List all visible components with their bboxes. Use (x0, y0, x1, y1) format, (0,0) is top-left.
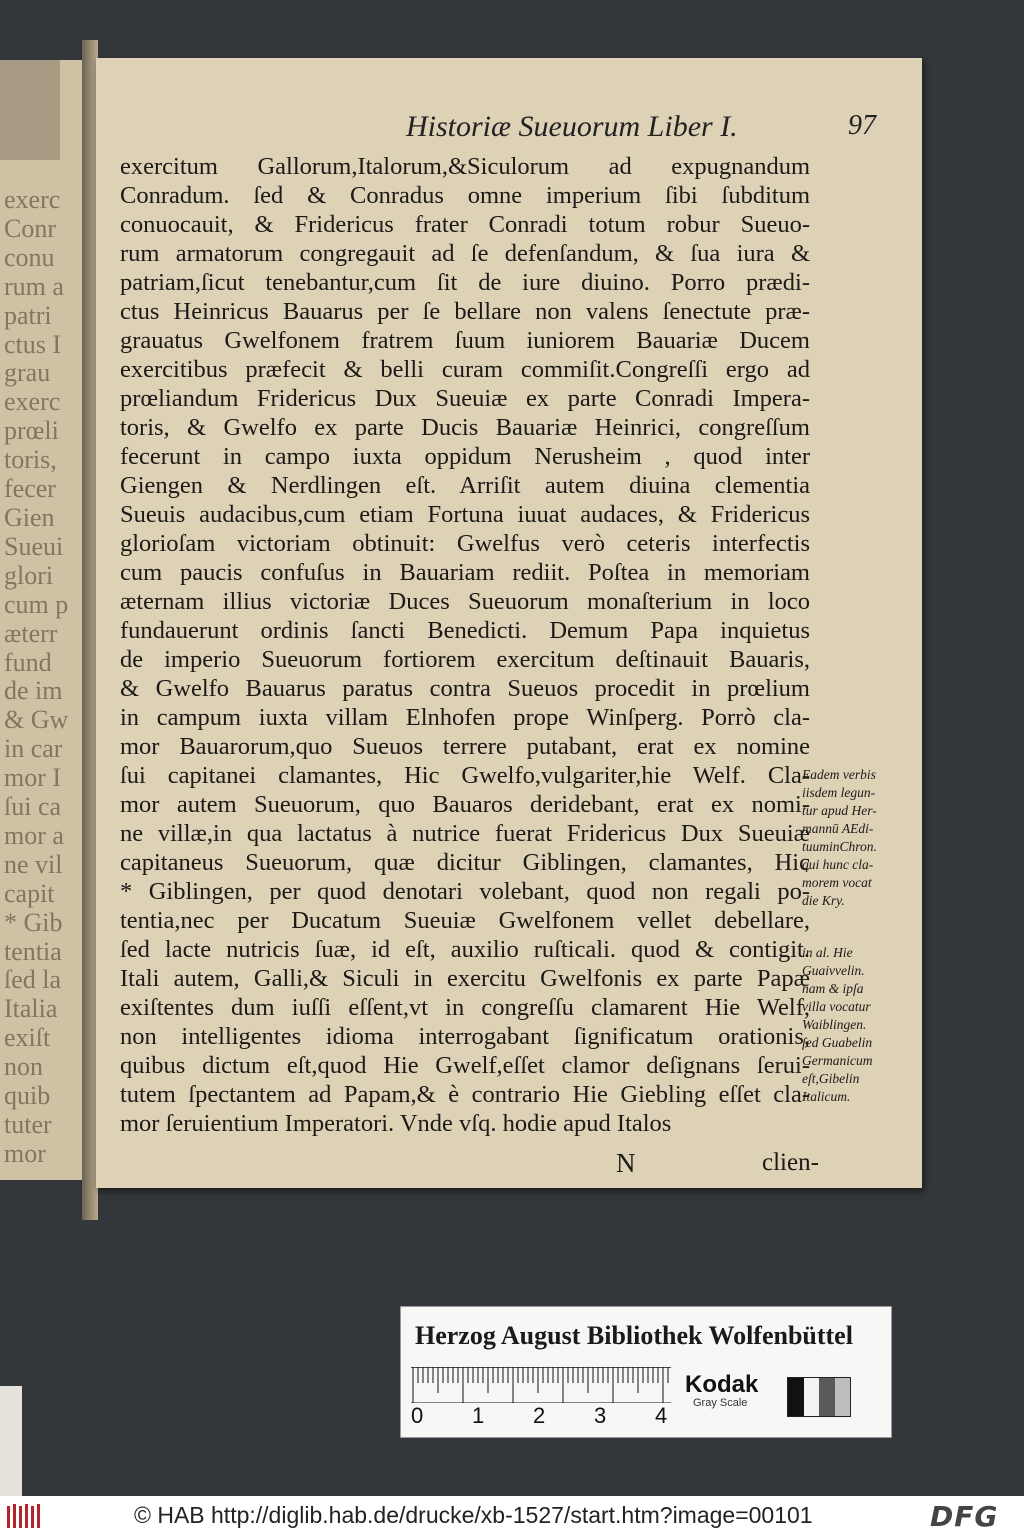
ruler-number: 2 (533, 1403, 546, 1428)
left-page-text (4, 186, 82, 1169)
left-page-fragment: exiſt (4, 1023, 51, 1053)
text-line: mor autem Sueuorum, quo Bauaros deridebant, erat ex nomi- (120, 791, 810, 818)
text-line: cum paucis confuſus in Bauariam rediit. Poſtea in memoriam (120, 559, 810, 586)
margin-note-line: tuuminChron. (802, 839, 877, 854)
color-scale-card (400, 1306, 892, 1438)
ruler-number: 4 (655, 1403, 668, 1428)
left-page-fragment: ſui ca (4, 792, 62, 822)
margin-note-line: Italicum. (802, 1089, 851, 1104)
left-page-fragment: toris, (4, 445, 57, 475)
left-page-fragment: de im (4, 676, 63, 706)
text-line: ſui capitanei clamantes, Hic Gwelfo,vulgariter,hie Welf. Cla- (120, 762, 810, 789)
left-page-fragment: exerc (4, 186, 61, 214)
left-page-fragment: Conr (4, 213, 56, 243)
left-page-fragment: capit (4, 878, 55, 908)
ruler-numbers (411, 1403, 681, 1433)
text-line: * Giblingen, per quod denotari volebant, quod non regali po- (120, 878, 810, 905)
text-line: grauatus Gwelfonem fratrem ſuum iuniorem Bauariæ Ducem (120, 327, 810, 354)
signature-mark: N (616, 1148, 636, 1178)
text-line: fecerunt in campo iuxta oppidum Nerusheim , quod inter (120, 443, 810, 470)
text-line: fundauerunt ordinis ſancti Benedicti. Demum Papa inquietus (120, 617, 810, 644)
text-line: quibus dictum eſt,quod Hie Gwelf,eſſet clamor deſignans ſerui- (120, 1052, 810, 1079)
left-page-fragment: tentia (4, 936, 62, 966)
left-page-fragment: fecer (4, 474, 56, 504)
left-page-fragment: prœli (4, 416, 59, 446)
ruler-number: 1 (472, 1403, 485, 1428)
left-page-fragment: in car (4, 734, 63, 764)
margin-note-line: villa vocatur (802, 999, 871, 1014)
text-line: ſed lacte nutricis ſuæ, id eſt, auxilio ruſticali. quod & contigit. (120, 936, 810, 963)
page-number: 97 (848, 110, 876, 141)
text-line: toris, & Gwelfo ex parte Ducis Bauariæ Heinrici, congreſſum (120, 414, 810, 441)
margin-note-line: Eadem verbis (802, 767, 876, 782)
margin-note-line: mannū AEdi- (802, 821, 874, 836)
ruler-number: 0 (411, 1403, 424, 1428)
margin-note-line: die Kry. (802, 893, 845, 908)
text-line: ne villæ,in qua lactatus à nutrice fuerat Fridericus Dux Sueuiæ (120, 820, 810, 847)
catchword: clien- (762, 1149, 819, 1176)
text-line: in campum iuxta villam Elnhofen prope Winſperg. Porrò cla- (120, 704, 810, 731)
left-page-fragment: ctus I (4, 329, 62, 359)
left-page-fragment: mor I (4, 763, 62, 793)
text-line: rum armatorum congregauit ad ſe defenſandum, & ſua iura & (120, 240, 810, 267)
text-line: conuocauit, & Fridericus frater Conradi totum robur Sueuo- (120, 211, 810, 238)
running-title: Historiæ Sueuorum Liber I. (406, 110, 738, 143)
body-text (120, 152, 810, 1138)
text-line: non intelligentes idioma interrogabant ſignificatum orationis, (120, 1023, 810, 1050)
left-page-fragment: mor (4, 1138, 46, 1168)
margin-note-line: qui hunc cla- (802, 857, 874, 872)
margin-note-line: eſt,Gibelin (802, 1071, 860, 1086)
text-line: & Gwelfo Bauarus paratus contra Sueuos procedit in prœlium (120, 675, 810, 702)
gray-scale-patches (787, 1377, 851, 1417)
text-line: æternam illius victoriæ Duces Sueuorum monaſterium in loco (120, 588, 810, 615)
ruler (411, 1367, 671, 1403)
gray-scale-label: Gray Scale (693, 1397, 748, 1409)
left-page-fragment: rum a (4, 271, 64, 301)
margin-note-line: iisdem legun- (802, 785, 876, 800)
left-page-fragment: exerc (4, 387, 61, 417)
margin-note-line: ſed Guabelin (802, 1035, 873, 1050)
left-page-fragment: patri (4, 300, 52, 330)
margin-notes (802, 766, 912, 1122)
text-line: de imperio Sueuorum fortiorem exercitum deſtinauit Bauaris, (120, 646, 810, 673)
text-line: mor Bauarorum,quo Sueuos terrere putabant, erat ex nomine (120, 733, 810, 760)
text-line: mor ſeruientium Imperatori. Vnde vſq. hodie apud Italos (120, 1110, 672, 1137)
side-label (0, 1386, 22, 1496)
text-line: Conradum. ſed & Conradus omne imperium ſibi ſubditum (120, 182, 810, 209)
left-page-fragment: mor a (4, 820, 64, 850)
text-line: glorioſam victoriam obtinuit: Gwelfus verò ceteris interfectis (120, 530, 810, 557)
left-page-fragment: glori (4, 560, 54, 590)
footer-bar (0, 1496, 1024, 1537)
margin-note-line: Guaivvelin. (802, 963, 865, 978)
margin-note-line: Germanicum (802, 1053, 873, 1068)
running-head (286, 110, 876, 150)
text-line: patriam,ſicut tenebantur,cum ſit de iure diuino. Porro prædi- (120, 269, 810, 296)
left-page-fragment: fund (4, 647, 52, 677)
kodak-logo: Kodak (685, 1371, 759, 1398)
margin-note-line: in al. Hie (802, 945, 853, 960)
left-page-fragment: Gien (4, 502, 55, 532)
library-name: Herzog August Bibliothek Wolfenbüttel (415, 1321, 853, 1350)
left-page-fragment: * Gib (4, 907, 63, 937)
left-page-fragment: & Gw (4, 705, 69, 735)
text-line: Itali autem, Galli,& Siculi in exercitu Gwelfonis ex parte Papæ (120, 965, 810, 992)
left-page-fragment: Sueui (4, 531, 64, 561)
left-page-fragment: ne vil (4, 849, 63, 879)
margin-note-line: nam & ipſa (802, 981, 864, 996)
left-facing-page (0, 60, 82, 1180)
left-page-fragment: æterr (4, 618, 58, 648)
margin-note-line: morem vocat (802, 875, 872, 890)
footer-copyright: © HAB http://diglib.hab.de/drucke/xb-1527/start.htm?image=00101 (134, 1502, 813, 1528)
hab-logo-icon (6, 1502, 42, 1530)
text-line: ctus Heinricus Bauarus per ſe bellare non valens ſenectute præ- (120, 298, 810, 325)
text-line: exercitum Gallorum,Italorum,&Siculorum ad expugnandum (120, 153, 810, 180)
left-page-fragment: tuter (4, 1110, 52, 1139)
text-line: capitaneus Sueuorum, quæ dicitur Giblingen, clamantes, Hic (120, 849, 810, 876)
left-page-fragment: Italia (4, 994, 58, 1024)
left-page-edge (0, 60, 60, 160)
left-page-fragment: cum p (4, 589, 69, 619)
text-line: tentia,nec per Ducatum Sueuiæ Gwelfonem vellet debellare, (120, 907, 810, 934)
text-line: exercitibus præfecit & belli curam commiſit.Congreſſi ergo ad (120, 356, 810, 383)
text-line: prœliandum Fridericus Dux Sueuiæ ex parte Conradi Impera- (120, 385, 810, 412)
left-page-fragment: grau (4, 358, 51, 388)
text-line: tutem ſpectantem ad Papam,& è contrario Hie Giebling eſſet cla- (120, 1081, 810, 1108)
left-page-fragment: conu (4, 242, 55, 272)
book-page (96, 58, 922, 1188)
ruler-number: 3 (594, 1403, 607, 1428)
dfg-logo: DFG (930, 1500, 999, 1533)
text-line: exiſtentes dum iuſſi eſſent,vt in congreſſu clamarent Hie Welf, (120, 994, 810, 1021)
margin-note (802, 766, 912, 910)
margin-note (802, 944, 912, 1106)
left-page-fragment: ſed la (4, 965, 62, 995)
margin-note-line: tur apud Her- (802, 803, 877, 818)
text-line: Giengen & Nerdlingen eſt. Arriſit autem diuina clementia (120, 472, 810, 499)
text-line: Sueuis audacibus,cum etiam Fortuna iuuat audaces, & Fridericus (120, 501, 810, 528)
left-page-fragment: quib (4, 1081, 51, 1111)
left-page-fragment: non (4, 1052, 43, 1082)
margin-note-line: Waiblingen. (802, 1017, 867, 1032)
